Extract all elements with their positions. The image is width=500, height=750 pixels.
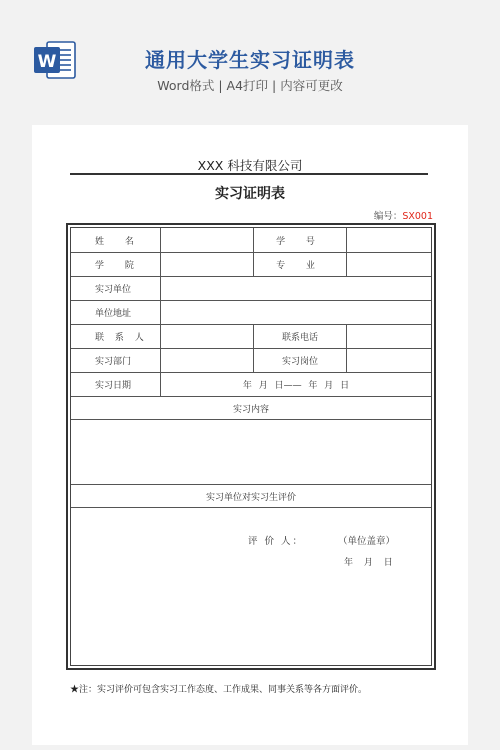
evaluation-header-label: 实习单位对实习生评价 <box>205 492 296 503</box>
position-label-cell <box>254 349 347 372</box>
address-value-cell[interactable] <box>161 301 431 324</box>
college-label: 学 院 <box>95 261 143 271</box>
table-row <box>71 301 431 325</box>
address-label-cell <box>71 301 161 324</box>
college-label-cell <box>71 253 161 276</box>
content-header-label: 实习内容 <box>232 404 269 415</box>
address-label: 单位地址 <box>95 309 132 319</box>
svg-text:W: W <box>37 52 57 72</box>
position-value-cell[interactable] <box>347 349 431 372</box>
content-area[interactable] <box>71 420 431 485</box>
document-title: 实习证明表 <box>215 186 285 202</box>
header-rule <box>70 173 428 175</box>
table-row <box>71 228 431 253</box>
phone-value-cell[interactable] <box>347 325 431 348</box>
student-id-label-cell <box>254 228 347 252</box>
table-inner <box>70 227 432 666</box>
contact-value-cell[interactable] <box>161 325 254 348</box>
certificate-table <box>66 223 436 670</box>
company-name: XXX 科技有限公司 <box>197 158 303 173</box>
document-number <box>374 208 433 222</box>
banner-title: 通用大学生实习证明表 <box>145 48 355 72</box>
major-value-cell[interactable] <box>347 253 431 276</box>
dept-label: 实习部门 <box>95 357 132 367</box>
unit-label-cell <box>71 277 161 300</box>
table-row <box>71 253 431 277</box>
document-page <box>32 125 468 745</box>
unit-value-cell[interactable] <box>161 277 431 300</box>
dept-value-cell[interactable] <box>161 349 254 372</box>
date-value: 年 月 日—— 年 月 日 <box>242 381 350 391</box>
table-row <box>71 277 431 301</box>
number-label: 编号： <box>373 211 403 222</box>
position-label: 实习岗位 <box>281 357 318 367</box>
contact-label: 联 系 人 <box>95 333 148 343</box>
contact-label-cell <box>71 325 161 348</box>
unit-label: 实习单位 <box>95 285 132 295</box>
date-label-cell <box>71 373 161 396</box>
evaluation-header <box>71 485 431 508</box>
number-value: SX001 <box>402 211 433 222</box>
student-id-value-cell[interactable] <box>347 228 431 252</box>
sign-date: 年 月 日 <box>344 558 393 568</box>
table-row <box>71 373 431 397</box>
name-label: 姓 名 <box>95 236 143 247</box>
footnote: ★注：实习评价可包含实习工作态度、工作成果、同事关系等各方面评价。 <box>70 685 368 695</box>
student-id-label: 学 号 <box>276 236 324 247</box>
stamp-label: （单位盖章） <box>338 536 396 547</box>
content-header <box>71 397 431 420</box>
phone-label-cell <box>254 325 347 348</box>
major-label: 专 业 <box>276 261 324 271</box>
major-label-cell <box>254 253 347 276</box>
table-row <box>71 325 431 349</box>
name-label-cell <box>71 228 161 252</box>
college-value-cell[interactable] <box>161 253 254 276</box>
table-row <box>71 349 431 373</box>
date-label: 实习日期 <box>95 381 132 391</box>
name-value-cell[interactable] <box>161 228 254 252</box>
header-banner <box>0 0 500 110</box>
date-value-cell[interactable] <box>161 373 431 396</box>
phone-label: 联系电话 <box>281 333 318 343</box>
banner-subtitle: Word格式 | A4打印 | 内容可更改 <box>157 78 343 93</box>
evaluator-label: 评 价 人： <box>248 536 305 547</box>
dept-label-cell <box>71 349 161 372</box>
